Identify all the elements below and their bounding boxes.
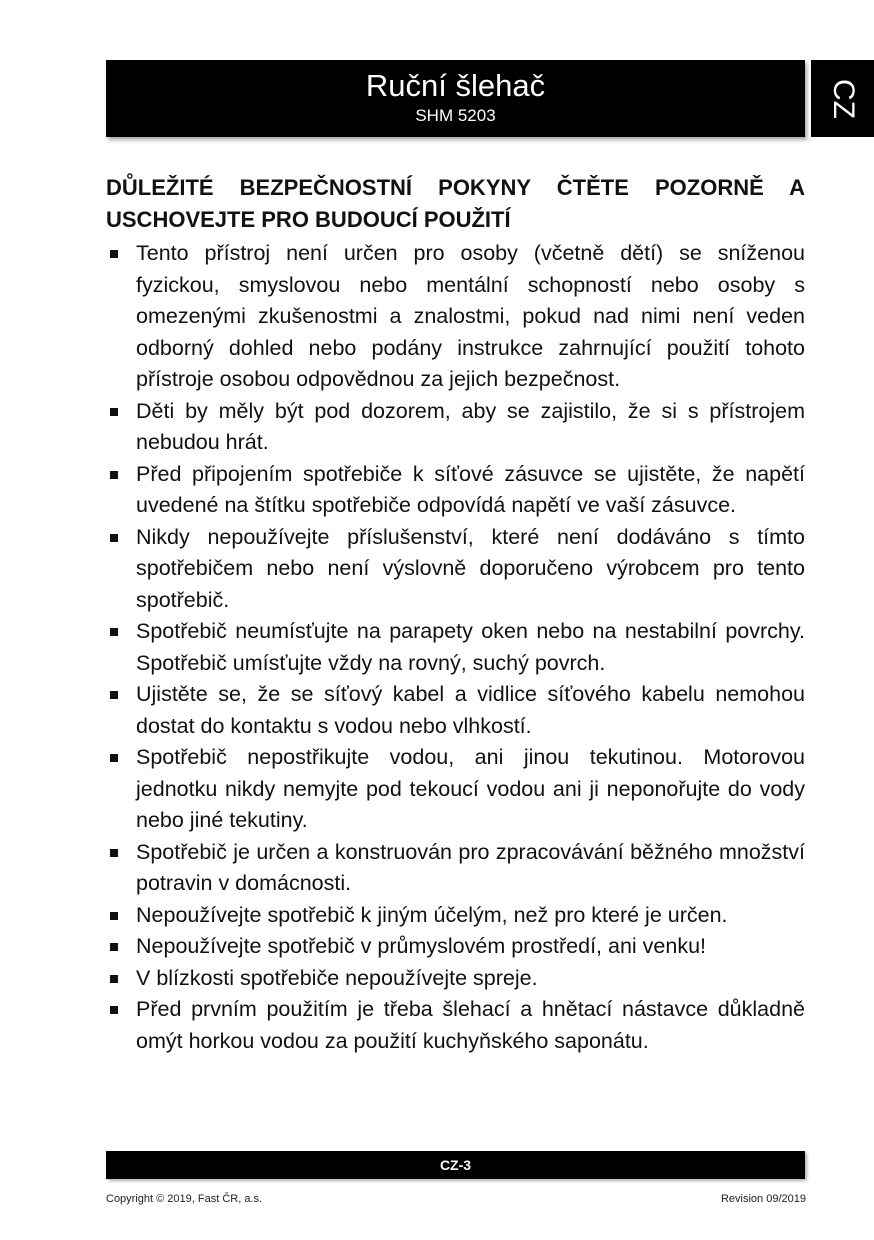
list-item: [106, 679, 805, 742]
list-item-text: Nepoužívejte spotřebič v průmyslovém prostředí, ani venku!: [136, 934, 707, 958]
list-item-text: Spotřebič neumísťujte na parapety oken nebo na nestabilní povrchy. Spotřebič umísťujte vždy na rovný, suchý povrch.: [136, 619, 805, 675]
bullet-icon: [110, 912, 118, 920]
header-bar: [106, 60, 805, 137]
list-item: [106, 837, 805, 900]
bullet-icon: [110, 943, 118, 951]
list-item-text: Spotřebič je určen a konstruován pro zpracovávání běžného množství potravin v domácnosti.: [136, 839, 805, 895]
list-item-text: Nepoužívejte spotřebič k jiným účelým, než pro které je určen.: [136, 902, 728, 927]
revision-text: Revision 09/2019: [720, 1193, 806, 1205]
list-item-text: Před připojením spotřebiče k síťové zásuvce se ujistěte, že napětí uvedené na štítku spotřebiče odpovídá napětí ve vaší zásuvce.: [136, 461, 805, 517]
list-item: [106, 396, 805, 459]
page-number-bar: CZ-3: [106, 1151, 805, 1179]
list-item: [106, 931, 805, 963]
model-number: SHM 5203: [415, 106, 496, 125]
copyright-text: Copyright © 2019, Fast ČR, a.s.: [106, 1193, 263, 1205]
bullet-icon: [110, 691, 118, 699]
list-item-text: Spotřebič nepostřikujte vodou, ani jinou tekutinou. Motorovou jednotku nikdy nemyjte pod tekoucí vodou ani ji neponořujte do vody nebo jiné tekutiny.: [136, 745, 805, 832]
list-item-text: Tento přístroj není určen pro osoby (včetně dětí) se sníženou fyzickou, smyslovou nebo mentální schopností nebo osoby s omezenými zkušenostmi a znalostmi, pokud nad nimi není veden odborný dohled nebo podány instrukce zahrnující použití tohoto přístroje osobou odpovědnou za jejich bezpečnost.: [136, 241, 805, 391]
bullet-icon: [110, 471, 118, 479]
list-item-text: Děti by měly být pod dozorem, aby se zajistilo, že si s přístrojem nebudou hrát.: [136, 398, 805, 454]
language-tab-label: CZ: [826, 78, 860, 119]
language-tab: [811, 60, 874, 137]
list-item-text: Před prvním použitím je třeba šlehací a hnětací nástavce důkladně omýt horkou vodou za použití kuchyňského saponátu.: [136, 997, 805, 1053]
bullet-icon: [110, 408, 118, 416]
bullet-icon: [110, 754, 118, 762]
page-title: Ruční šlehač: [365, 68, 546, 103]
list-item-text: Nikdy nepoužívejte příslušenství, které není dodáváno s tímto spotřebičem nebo není výslovně doporučeno výrobcem pro tento spotřebič.: [136, 524, 805, 612]
safety-list: [106, 238, 805, 1057]
list-item: [106, 459, 805, 522]
list-item: [106, 616, 805, 679]
list-item-text: V blízkosti spotřebiče nepoužívejte spreje.: [136, 965, 538, 990]
safety-section: [106, 172, 805, 1057]
bullet-icon: [110, 1006, 118, 1014]
list-item: [106, 994, 805, 1057]
section-heading: DŮLEŽITÉ BEZPEČNOSTNÍ POKYNY ČTĚTE POZORNĚ A USCHOVEJTE PRO BUDOUCÍ POUŽITÍ: [106, 175, 805, 232]
list-item: [106, 742, 805, 837]
list-item: [106, 522, 805, 617]
bullet-icon: [110, 534, 118, 542]
bullet-icon: [110, 849, 118, 857]
list-item-text: Ujistěte se, že se síťový kabel a vidlice síťového kabelu nemohou dostat do kontaktu s vodou nebo vlhkostí.: [136, 682, 805, 738]
bullet-icon: [110, 628, 118, 636]
list-item: [106, 963, 805, 995]
bullet-icon: [110, 975, 118, 983]
list-item: [106, 900, 805, 932]
list-item: [106, 238, 805, 396]
bullet-icon: [110, 250, 118, 258]
